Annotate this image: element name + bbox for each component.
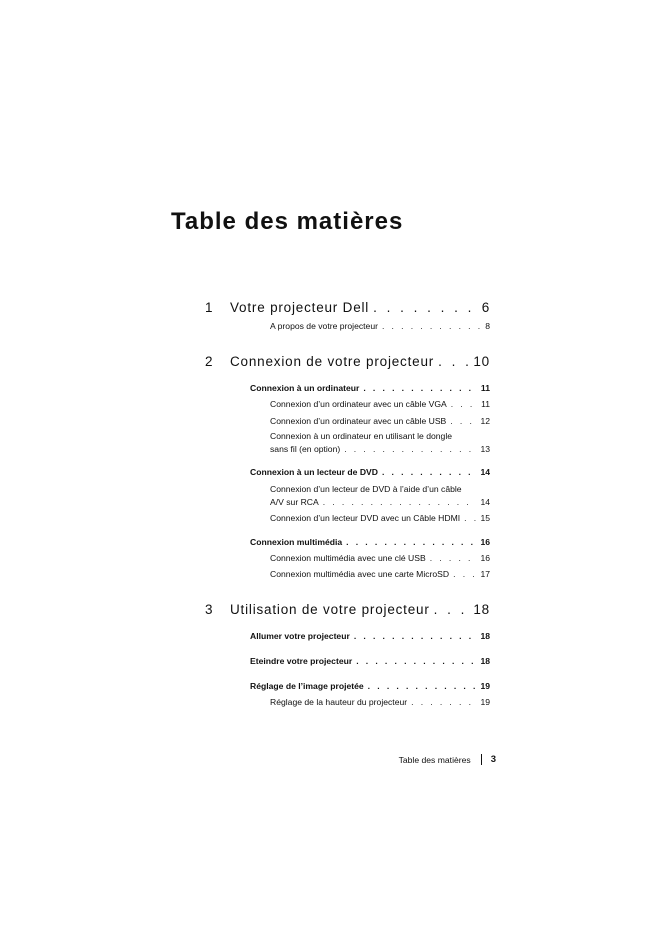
page-number: 18 bbox=[473, 602, 490, 617]
page-title: Table des matières bbox=[171, 208, 404, 235]
toc-entry[interactable] bbox=[270, 513, 490, 523]
page-number: 16 bbox=[480, 553, 490, 563]
dot-leader bbox=[363, 383, 477, 393]
page-number: 12 bbox=[480, 416, 490, 426]
chapter-title: Utilisation de votre projecteur bbox=[230, 602, 430, 617]
section-title: Réglage de l’image projetée bbox=[250, 681, 364, 691]
page-number: 18 bbox=[480, 631, 490, 641]
page-number: 15 bbox=[480, 513, 490, 523]
dot-leader bbox=[464, 513, 476, 523]
dot-leader bbox=[346, 537, 476, 547]
page-number: 8 bbox=[485, 321, 490, 331]
toc-entry-line1[interactable]: Connexion d’un lecteur de DVD à l’aide d’un câble bbox=[270, 484, 462, 494]
page-number: 11 bbox=[481, 399, 490, 409]
dot-leader bbox=[373, 300, 478, 315]
page-number: 17 bbox=[480, 569, 490, 579]
toc-chapter-2[interactable] bbox=[205, 354, 490, 369]
toc-entry[interactable] bbox=[270, 697, 490, 707]
toc-entry[interactable] bbox=[270, 416, 490, 426]
toc-entry[interactable] bbox=[270, 497, 490, 507]
toc-entry[interactable] bbox=[270, 569, 490, 579]
toc-entry[interactable] bbox=[270, 553, 490, 563]
dot-leader bbox=[434, 602, 470, 617]
dot-leader bbox=[323, 497, 477, 507]
dot-leader bbox=[438, 354, 469, 369]
section-title: Eteindre votre projecteur bbox=[250, 656, 353, 666]
dot-leader bbox=[451, 399, 477, 409]
toc-section[interactable] bbox=[250, 631, 490, 641]
page-footer bbox=[330, 754, 496, 765]
dot-leader bbox=[453, 569, 476, 579]
entry-title: Connexion multimédia avec une carte MicroSD bbox=[270, 569, 450, 579]
dot-leader bbox=[356, 656, 476, 666]
page-number: 19 bbox=[480, 697, 490, 707]
toc-entry[interactable] bbox=[270, 321, 490, 331]
page-number: 19 bbox=[480, 681, 490, 691]
entry-title: Connexion d’un ordinateur avec un câble VGA bbox=[270, 399, 447, 409]
dot-leader bbox=[354, 631, 477, 641]
page-number: 11 bbox=[480, 383, 490, 393]
dot-leader bbox=[368, 681, 477, 691]
toc-entry[interactable] bbox=[270, 399, 490, 409]
page-number: 14 bbox=[480, 497, 490, 507]
chapter-number: 1 bbox=[205, 300, 214, 315]
toc-section[interactable] bbox=[250, 467, 490, 477]
section-title: Connexion multimédia bbox=[250, 537, 343, 547]
entry-title: Réglage de la hauteur du projecteur bbox=[270, 697, 408, 707]
section-title: Connexion à un ordinateur bbox=[250, 383, 360, 393]
entry-title: Connexion d’un lecteur DVD avec un Câble HDMI bbox=[270, 513, 461, 523]
toc-entry-line1[interactable]: Connexion à un ordinateur en utilisant le dongle bbox=[270, 431, 453, 441]
chapter-title: Votre projecteur Dell bbox=[230, 300, 370, 315]
toc-section[interactable] bbox=[250, 681, 490, 691]
entry-title: sans fil (en option) bbox=[270, 444, 341, 454]
footer-label: Table des matières bbox=[398, 754, 471, 765]
dot-leader bbox=[382, 467, 476, 477]
entry-title: A/V sur RCA bbox=[270, 497, 319, 507]
page-number: 14 bbox=[480, 467, 490, 477]
footer-page-number: 3 bbox=[490, 754, 496, 765]
toc-section[interactable] bbox=[250, 656, 490, 666]
chapter-number: 2 bbox=[205, 354, 214, 369]
page-number: 6 bbox=[481, 300, 490, 315]
toc-section[interactable] bbox=[250, 383, 490, 393]
page-number: 16 bbox=[480, 537, 490, 547]
entry-title: Connexion multimédia avec une clé USB bbox=[270, 553, 426, 563]
page-number: 18 bbox=[480, 656, 490, 666]
page-number: 10 bbox=[473, 354, 490, 369]
toc-chapter-3[interactable] bbox=[205, 602, 490, 617]
entry-title: A propos de votre projecteur bbox=[270, 321, 378, 331]
dot-leader bbox=[450, 416, 476, 426]
footer-divider bbox=[481, 754, 482, 765]
dot-leader bbox=[344, 444, 476, 454]
toc-entry[interactable] bbox=[270, 444, 490, 454]
dot-leader bbox=[382, 321, 481, 331]
page-number: 13 bbox=[480, 444, 490, 454]
chapter-number: 3 bbox=[205, 602, 214, 617]
section-title: Connexion à un lecteur de DVD bbox=[250, 467, 378, 477]
toc-section[interactable] bbox=[250, 537, 490, 547]
chapter-title: Connexion de votre projecteur bbox=[230, 354, 435, 369]
dot-leader bbox=[430, 553, 477, 563]
toc-chapter-1[interactable] bbox=[205, 300, 490, 315]
section-title: Allumer votre projecteur bbox=[250, 631, 350, 641]
dot-leader bbox=[411, 697, 476, 707]
entry-title: Connexion d’un ordinateur avec un câble USB bbox=[270, 416, 447, 426]
